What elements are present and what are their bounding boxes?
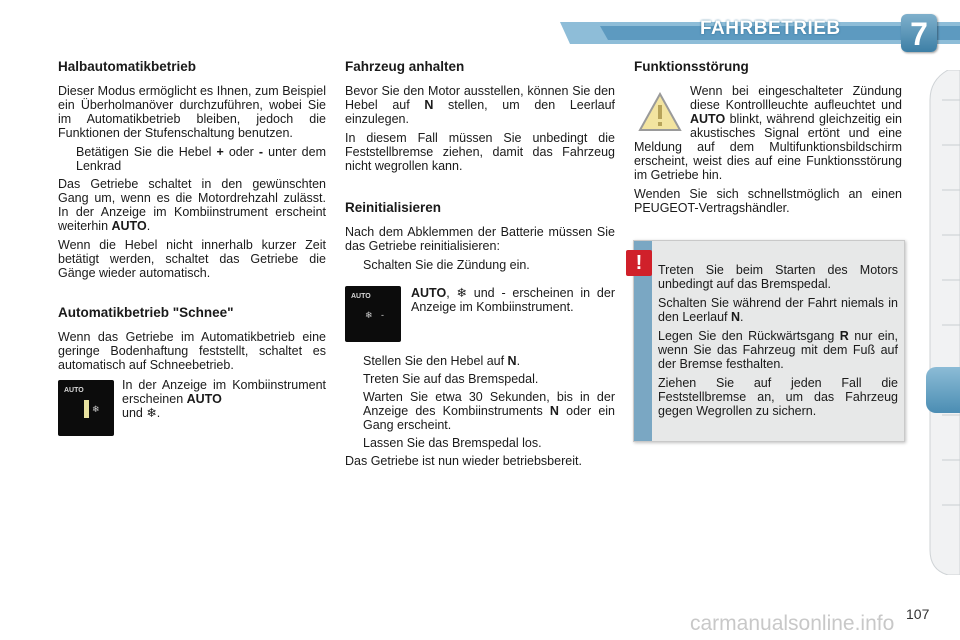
warning-box xyxy=(633,240,905,442)
display-auto-snow-icon: AUTO ❄ xyxy=(58,380,114,436)
paragraph: Treten Sie beim Starten des Motors unbedingt auf das Bremspedal. xyxy=(658,263,898,291)
page-number: 107 xyxy=(906,606,930,622)
chapter-title: FAHRBETRIEB xyxy=(700,18,841,39)
paragraph: Ziehen Sie auf jeden Fall die Feststellbremse an, um das Fahrzeug gegen Wegrollen zu sichern. xyxy=(658,376,898,418)
side-tab-active[interactable] xyxy=(926,367,960,413)
heading-reinitialisieren: Reinitialisieren xyxy=(345,200,442,215)
paragraph: Wenn bei eingeschalteter Zündung diese Kontrollleuchte aufleuchtet und AUTO blinkt, während gleichzeitig ein akustisches Signal ertönt und eine Meldung auf dem Multifunktionsbildschirm erscheint, weist dies auf eine Funktionsstörung im Getriebe hin. xyxy=(634,84,902,182)
bullet-text: Betätigen Sie die Hebel + oder - unter dem Lenkrad xyxy=(76,145,326,173)
paragraph: AUTO, ❄ und - erscheinen in der Anzeige im Kombiinstrument. xyxy=(411,286,615,314)
exclamation-icon: ! xyxy=(626,250,652,276)
bullet-icon xyxy=(345,258,363,272)
list-item xyxy=(58,145,326,173)
list-item: Stellen Sie den Hebel auf N. xyxy=(345,354,615,368)
chapter-side-tabs xyxy=(928,70,960,575)
chapter-number-badge: 7 xyxy=(901,14,937,52)
icon-row xyxy=(58,380,326,436)
paragraph: Wenn das Getriebe im Automatikbetrieb eine geringe Bodenhaftung feststellt, schaltet es automatisch auf Schneebetrieb. xyxy=(58,330,326,372)
paragraph: Dieser Modus ermöglicht es Ihnen, zum Beispiel ein Überholmanöver durchzuführen, wobei Sie im Automatikbetrieb bleiben, jedoch die Funktionen der Stufenschaltung benutzen. xyxy=(58,84,326,140)
list-item: Lassen Sie das Bremspedal los. xyxy=(345,436,615,450)
list-item: Schalten Sie die Zündung ein. xyxy=(345,258,615,272)
column-right xyxy=(634,60,902,220)
heading-halbautomatik: Halbautomatikbetrieb xyxy=(58,59,197,74)
list-item: Treten Sie auf das Bremspedal. xyxy=(345,372,615,386)
paragraph: Schalten Sie während der Fahrt niemals in den Leerlauf N. xyxy=(658,296,898,324)
bullet-icon xyxy=(345,390,363,432)
warning-triangle-icon xyxy=(638,92,682,132)
display-auto-snow-minus-icon: AUTO ❄ - xyxy=(345,286,401,342)
heading-schnee: Automatikbetrieb "Schnee" xyxy=(58,305,234,320)
icon-row xyxy=(345,286,615,342)
bullet-icon xyxy=(345,354,363,368)
list-item: Warten Sie etwa 30 Sekunden, bis in der Anzeige des Kombiinstruments N oder ein Gang erscheint. xyxy=(345,390,615,432)
paragraph: Bevor Sie den Motor ausstellen, können Sie den Hebel auf N stellen, um den Leerlauf einzulegen. xyxy=(345,84,616,126)
paragraph: Das Getriebe schaltet in den gewünschten Gang um, wenn es die Motordrehzahl zulässt. In der Anzeige im Kombiinstrument erscheint weiterhin AUTO. xyxy=(58,177,326,233)
paragraph: In der Anzeige im Kombiinstrument erscheinen AUTO und ❄. xyxy=(122,378,326,420)
bullet-icon xyxy=(345,372,363,386)
bullet-icon xyxy=(58,145,76,173)
column-left xyxy=(58,60,326,436)
heading-funktionsstoerung: Funktionsstörung xyxy=(634,59,749,74)
heading-anhalten: Fahrzeug anhalten xyxy=(345,59,465,74)
paragraph: Legen Sie den Rückwärtsgang R nur ein, wenn Sie das Fahrzeug mit dem Fuß auf der Bremse festhalten. xyxy=(658,329,898,371)
column-middle xyxy=(345,60,615,473)
paragraph: Nach dem Abklemmen der Batterie müssen Sie das Getriebe reinitialisieren: xyxy=(345,225,615,253)
bullet-icon xyxy=(345,436,363,450)
paragraph: Das Getriebe ist nun wieder betriebsbereit. xyxy=(345,454,582,468)
paragraph: Wenden Sie sich schnellstmöglich an einen PEUGEOT-Vertragshändler. xyxy=(634,187,902,215)
paragraph: Wenn die Hebel nicht innerhalb kurzer Zeit betätigt werden, schaltet das Getriebe die Gänge wieder automatisch. xyxy=(58,238,326,280)
paragraph: In diesem Fall müssen Sie unbedingt die Feststellbremse ziehen, damit das Fahrzeug nicht wegrollen kann. xyxy=(345,131,615,173)
watermark: carmanualsonline.info xyxy=(690,612,895,635)
warning-content xyxy=(658,263,898,423)
